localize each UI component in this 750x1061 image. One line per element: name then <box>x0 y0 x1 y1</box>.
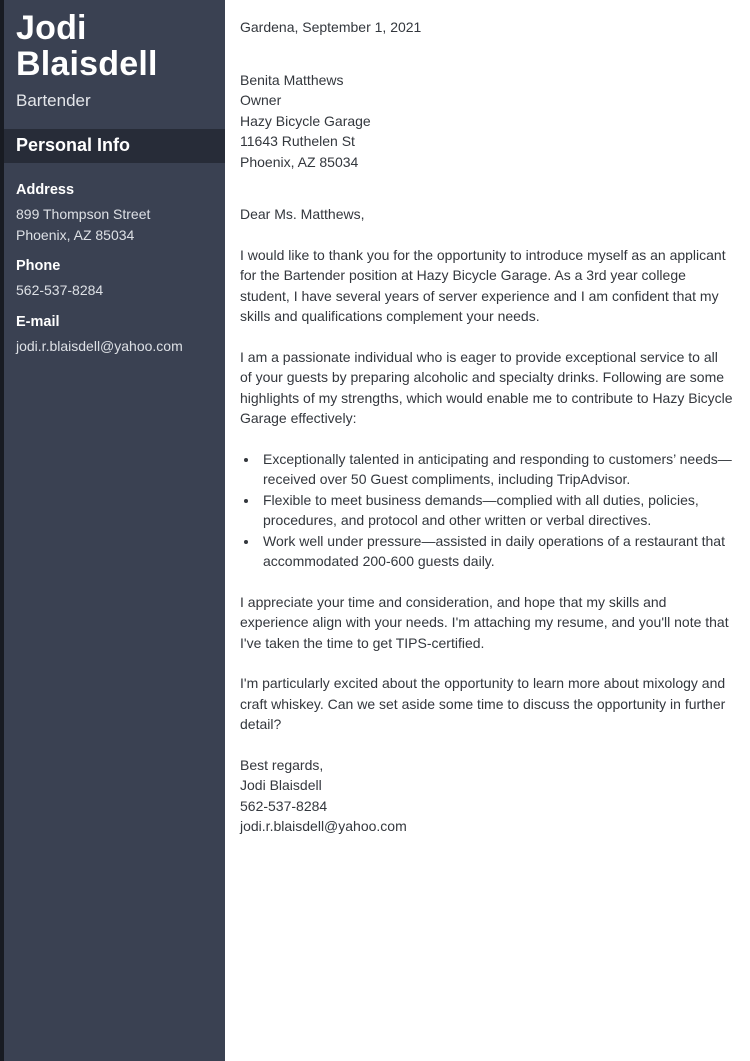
recipient-company: Hazy Bicycle Garage <box>240 112 371 129</box>
salutation: Dear Ms. Matthews, <box>240 206 365 222</box>
email-label: E-mail <box>16 313 60 330</box>
bullet-item: • Work well under pressure—assisted in daily operations of a restaurant that accommodated 200-600 guests daily. <box>259 531 733 572</box>
recipient-block <box>240 70 733 173</box>
paragraph-appreciation: I appreciate your time and consideration, and hope that my skills and experience align with your needs. I'm attaching my resume, and you'll note that I've taken the time to get TIPS-certified. <box>240 593 729 651</box>
signature-block <box>240 755 733 837</box>
phone-value: 562-537-8284 <box>16 282 104 298</box>
recipient-street: 11643 Ruthelen St <box>240 133 355 149</box>
letter-body <box>225 0 750 1061</box>
paragraph-call-to-action: I'm particularly excited about the opportunity to learn more about mixology and craft whiskey. Can we set aside some time to discuss the opportunity in further detail? <box>240 675 726 732</box>
closing: Best regards, <box>240 756 324 773</box>
dateline: Gardena, September 1, 2021 <box>240 19 422 35</box>
candidate-job-title: Bartender <box>16 91 91 110</box>
recipient-title: Owner <box>240 92 282 108</box>
paragraph-intro: I would like to thank you for the opportunity to introduce myself as an applicant for the Bartender position at Hazy Bicycle Garage. As a 3rd year college student, I have several years of server experience and I am confident that my skills and qualifications complement your needs. <box>240 246 726 324</box>
candidate-last-name: Blaisdell <box>16 45 158 83</box>
signature-phone: 562-537-8284 <box>240 797 328 814</box>
sidebar <box>4 0 225 1061</box>
recipient-name: Benita Matthews <box>240 71 344 88</box>
email-group <box>16 314 211 357</box>
recipient-city: Phoenix, AZ 85034 <box>240 153 359 170</box>
phone-label: Phone <box>16 258 61 274</box>
paragraph-strengths-lead: I am a passionate individual who is eager to provide exceptional service to all of your guests by preparing alcoholic and specialty drinks. Following are some highlights of my strengths, which would enable me to contribute to Hazy Bicycle Garage effectively: <box>240 348 733 426</box>
personal-info-section <box>4 163 225 356</box>
candidate-first-name: Jodi <box>16 9 87 47</box>
personal-info-header: Personal Info <box>4 129 225 163</box>
sidebar-header <box>4 0 225 111</box>
strengths-list <box>240 449 733 572</box>
signature-name: Jodi Blaisdell <box>240 777 322 793</box>
address-line-1: 899 Thompson Street <box>16 206 151 222</box>
candidate-name <box>16 10 211 82</box>
address-line-2: Phoenix, AZ 85034 <box>16 226 135 243</box>
bullet-item: • Exceptionally talented in anticipating and responding to customers’ needs—received over 50 Guest compliments, including TripAdvisor. <box>259 449 733 490</box>
address-group <box>16 182 211 245</box>
email-value: jodi.r.blaisdell@yahoo.com <box>16 337 183 354</box>
signature-email: jodi.r.blaisdell@yahoo.com <box>240 818 407 834</box>
phone-group <box>16 258 211 301</box>
bullet-item: • Flexible to meet business demands—complied with all duties, policies, procedures, and protocol and other written or verbal directives. <box>259 490 733 531</box>
address-label: Address <box>16 182 75 198</box>
